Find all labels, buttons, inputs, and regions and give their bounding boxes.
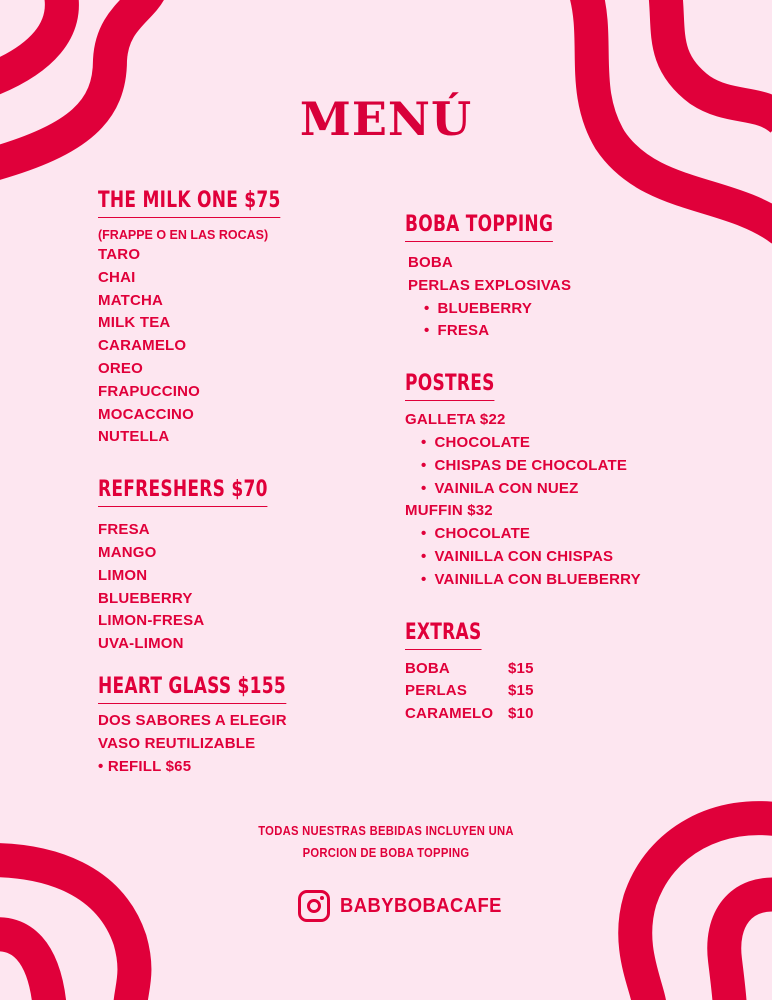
list-item: CARAMELO (98, 337, 187, 355)
extras-row (405, 658, 735, 681)
heart-glass-list (98, 710, 388, 778)
left-column (98, 188, 388, 778)
extras-heading: EXTRAS (405, 620, 481, 650)
list-item: MOCACCINO (98, 405, 194, 423)
list-item: MANGO (98, 543, 157, 561)
instagram-icon (298, 890, 330, 922)
refreshers-list (98, 519, 388, 656)
right-column (405, 212, 735, 726)
list-item: • VAINILLA CON CHISPAS (405, 546, 735, 569)
list-item: VASO REUTILIZABLE (98, 734, 256, 752)
footer-line-1: TODAS NUESTRAS BEBIDAS INCLUYEN UNA (258, 824, 514, 838)
galleta-label: GALLETA $22 (405, 411, 506, 429)
list-item: CHAI (98, 268, 136, 286)
list-item: • CHISPAS DE CHOCOLATE (405, 455, 735, 478)
extra-price: $15 (508, 682, 534, 700)
refreshers-heading: REFRESHERS $70 (98, 477, 268, 507)
extras-list (405, 658, 735, 726)
footer-line-2: PORCION DE BOBA TOPPING (302, 846, 470, 860)
list-item: OREO (98, 359, 143, 377)
list-item: FRESA (98, 521, 150, 539)
list-item: FRAPUCCINO (98, 382, 200, 400)
list-item: MATCHA (98, 291, 164, 309)
extra-price: $15 (508, 659, 534, 677)
heart-glass-heading: HEART GLASS $155 (98, 674, 286, 704)
list-item: UVA-LIMON (98, 635, 184, 653)
extras-row (405, 703, 735, 726)
boba-topping-heading: BOBA TOPPING (405, 212, 553, 242)
list-item: • BLUEBERRY (408, 298, 735, 321)
extra-name: PERLAS (405, 682, 468, 700)
list-item: TARO (98, 246, 141, 263)
extras-row (405, 680, 735, 703)
menu-title: MENÚ (299, 92, 473, 146)
boba-topping-list (405, 252, 735, 343)
list-item: PERLAS EXPLOSIVAS (408, 276, 572, 294)
extra-name: CARAMELO (405, 705, 494, 723)
list-item: LIMON (98, 566, 148, 584)
milk-one-list (98, 244, 388, 449)
postres-list (405, 409, 735, 591)
list-item: BLUEBERRY (98, 589, 193, 607)
list-item: LIMON-FRESA (98, 612, 205, 630)
list-item: • VAINILA CON NUEZ (405, 478, 735, 501)
list-item: MILK TEA (98, 314, 171, 332)
postres-heading: POSTRES (405, 371, 495, 401)
list-item: • CHOCOLATE (405, 523, 735, 546)
instagram-handle: BABYBOBACAFE (340, 894, 502, 917)
extra-name: BOBA (405, 659, 450, 677)
list-item: • CHOCOLATE (405, 432, 735, 455)
instagram-link[interactable] (298, 890, 516, 922)
milk-one-note: (FRAPPE O EN LAS ROCAS) (98, 228, 269, 242)
list-item: • FRESA (408, 320, 735, 343)
muffin-label: MUFFIN $32 (405, 502, 493, 520)
list-item: BOBA (408, 254, 453, 271)
milk-one-heading: THE MILK ONE $75 (98, 188, 281, 218)
list-item: • REFILL $65 (98, 757, 192, 775)
list-item: NUTELLA (98, 428, 170, 446)
extra-price: $10 (508, 705, 534, 723)
list-item: • VAINILLA CON BLUEBERRY (405, 569, 735, 592)
footer-note (39, 820, 734, 864)
list-item: DOS SABORES A ELEGIR (98, 711, 287, 729)
